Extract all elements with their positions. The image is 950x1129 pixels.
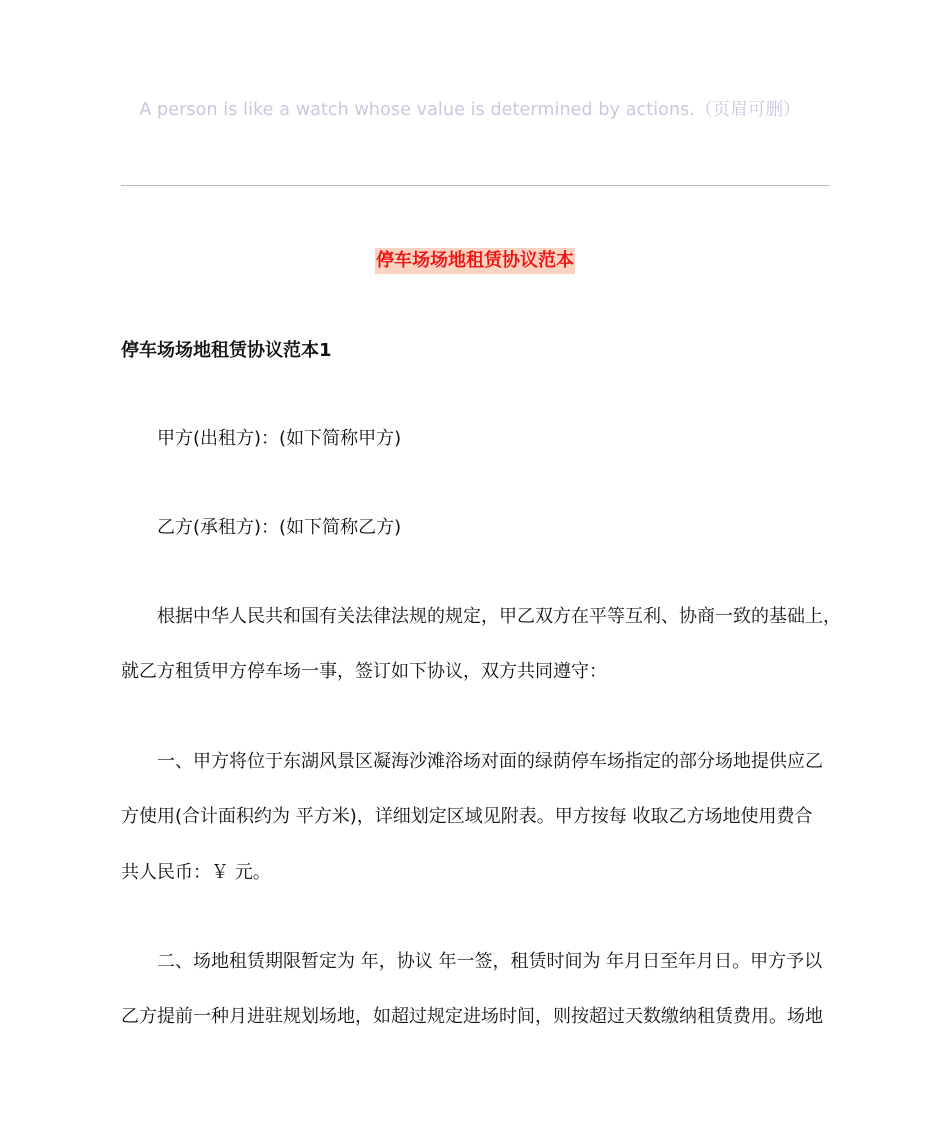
paragraph-line: 二、场地租赁期限暂定为 年，协议 年一签，租赁时间为 年月日至年月日。甲方予以 bbox=[157, 951, 823, 972]
paragraph-line: 乙方提前一种月进驻规划场地，如超过规定进场时间，则按超过天数缴纳租赁费用。场地 bbox=[121, 1006, 823, 1027]
paragraph-line: 就乙方租赁甲方停车场一事，签订如下协议，双方共同遵守： bbox=[121, 661, 607, 682]
section-title: 停车场场地租赁协议范本1 bbox=[121, 340, 332, 361]
document-title: 停车场场地租赁协议范本 bbox=[375, 248, 575, 274]
paragraph-line: 共人民币：￥ 元。 bbox=[121, 862, 271, 883]
party-b-line: 乙方(承租方)：(如下简称乙方) bbox=[157, 517, 402, 538]
paragraph-line: 一、甲方将位于东湖风景区凝海沙滩浴场对面的绿荫停车场指定的部分场地提供应乙 bbox=[157, 751, 823, 772]
party-a-line: 甲方(出租方)：(如下简称甲方) bbox=[157, 428, 402, 449]
header-divider bbox=[121, 185, 830, 186]
paragraph-line: 根据中华人民共和国有关法律法规的规定，甲乙双方在平等互利、协商一致的基础上， bbox=[157, 606, 841, 627]
page-header: A person is like a watch whose value is determined by actions.（页眉可删） bbox=[139, 100, 801, 120]
document-title-container bbox=[0, 248, 950, 274]
paragraph-line: 方使用(合计面积约为 平方米)，详细划定区域见附表。甲方按每 收取乙方场地使用费合 bbox=[121, 806, 813, 827]
